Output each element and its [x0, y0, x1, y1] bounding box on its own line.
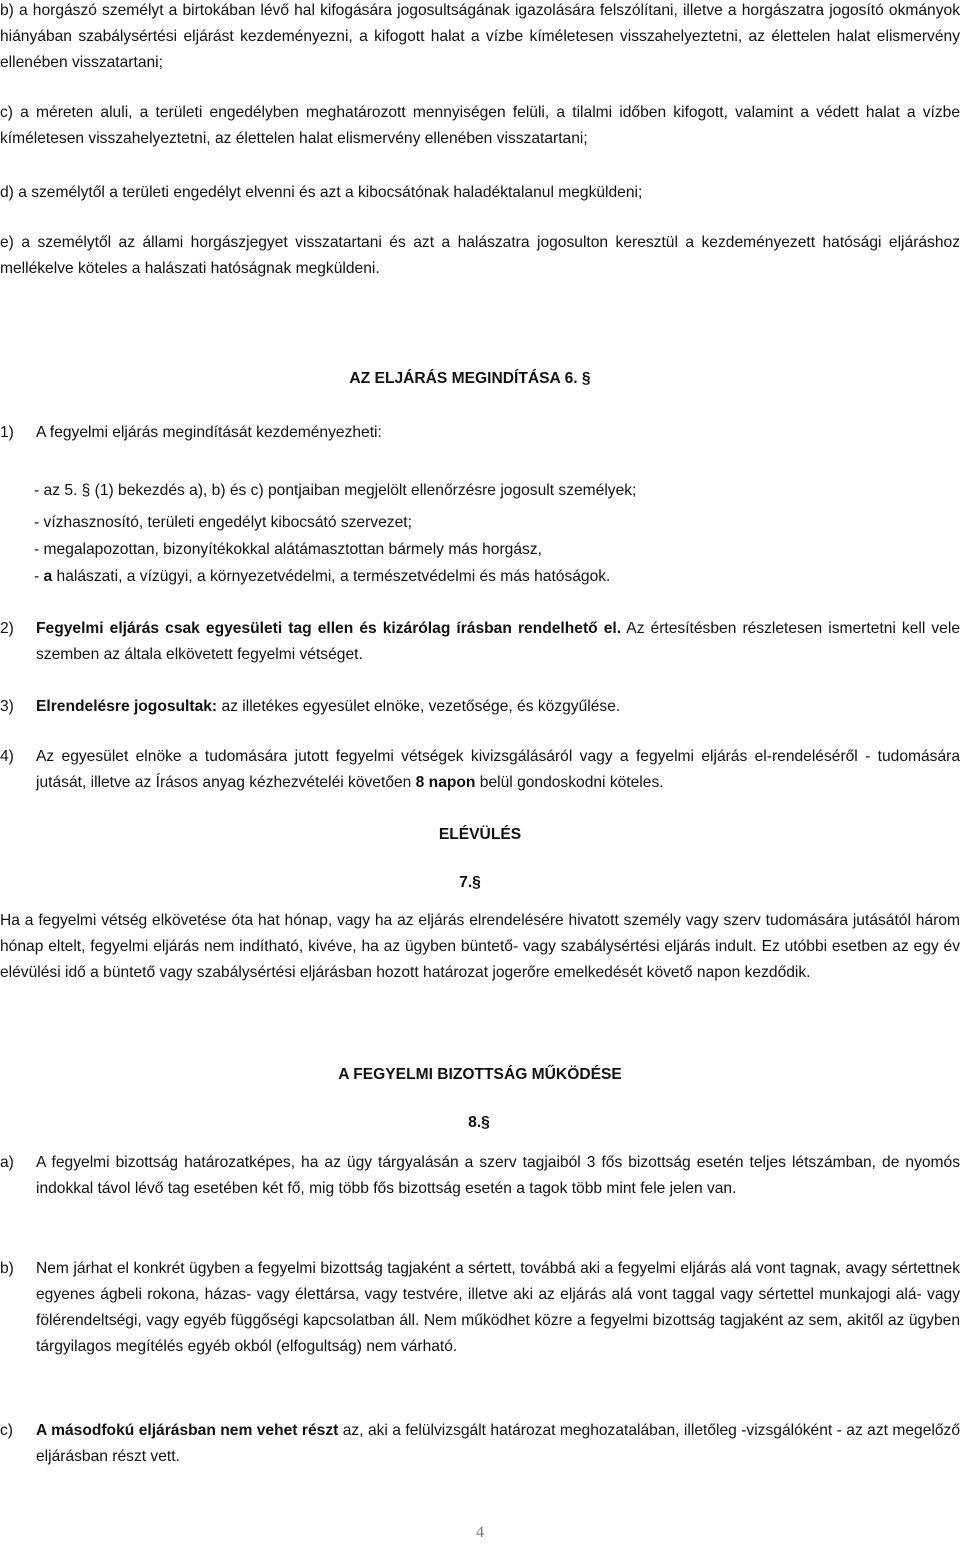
point-number: c) — [0, 1422, 13, 1439]
point-number: 1) — [0, 424, 14, 441]
page-number: 4 — [476, 1524, 484, 1541]
initiator-list-item: - az 5. § (1) bekezdés a), b) és c) pontjaiban megjelölt ellenőrzésre jogosult személyek; — [34, 482, 637, 499]
paragraph-b: b) a horgászó személyt a birtokában lévő hal kifogására jogosultságának igazolására felszólítani, illetve a horgászatra jogosító okmányok hiányában szabálysértési eljárást kezdeményezni, a kifogott halat a vízbe kíméletesen visszahelyeztetni, az élettelen halat elismervény ellenében visszatartani; — [0, 2, 960, 71]
section-8-heading: A FEGYELMI BIZOTTSÁG MŰKÖDÉSE — [338, 1066, 622, 1083]
point-number: 3) — [0, 698, 14, 715]
section-7-number: 7.§ — [459, 874, 481, 891]
point-text: Elrendelésre jogosultak: az illetékes egyesület elnöke, vezetősége, és közgyűlése. — [36, 698, 621, 715]
point-text: Az egyesület elnöke a tudomására jutott fegyelmi vétségek kivizsgálásáról vagy a fegyelmi eljárás el-rendeléséről - tudomására jutását, illetve az Írásos anyag kézhezvételéi követően 8 napon belül gondoskodni köteles. — [36, 748, 960, 791]
paragraph-c: c) a méreten aluli, a területi engedélyben meghatározott mennyiségen felüli, a tilalmi időben kifogott, valamint a védett halat a vízbe kíméletesen visszahelyeztetni, az élettelen halat elismervény ellenében visszatartani; — [0, 104, 960, 147]
point-number: 4) — [0, 748, 14, 765]
initiator-list-item: - a halászati, a vízügyi, a környezetvédelmi, a természetvédelmi és más hatóságok. — [34, 568, 611, 585]
initiator-list-item: - vízhasznosító, területi engedélyt kibocsátó szervezet; — [34, 514, 412, 531]
initiator-list-item: - megalapozottan, bizonyítékokkal alátámasztottan bármely más horgász, — [34, 541, 542, 558]
point-text: A fegyelmi bizottság határozatképes, ha az ügy tárgyalásán a szerv tagjaiból 3 fős bizottság esetén teljes létszámban, de nyomós indokkal távol lévő tag esetében két fő, mig több fős bizottság esetén a tagok több mint fele jelen van. — [36, 1154, 960, 1197]
point-text: A fegyelmi eljárás megindítását kezdeményezheti: — [36, 424, 382, 441]
section-6-heading: AZ ELJÁRÁS MEGINDÍTÁSA 6. § — [349, 370, 591, 387]
section-7-heading: ELÉVÜLÉS — [438, 826, 522, 843]
point-text: A másodfokú eljárásban nem vehet részt az, aki a felülvizsgált határozat meghozatalában, illetőleg -vizsgálóként - az azt megelőző eljárásban részt vett. — [36, 1422, 960, 1465]
point-number: b) — [0, 1260, 14, 1277]
paragraph-e: e) a személytől az állami horgászjegyet visszatartani és azt a halászatra jogosulton keresztül a kezdeményezett hatósági eljáráshoz mellékelve köteles a halászati hatóságnak megküldeni. — [0, 234, 960, 277]
section-8-number: 8.§ — [468, 1114, 490, 1131]
point-text: Nem járhat el konkrét ügyben a fegyelmi bizottság tagjaként a sértett, továbbá aki a fegyelmi eljárás alá vont tagnak, avagy sértettnek egyenes ágbeli rokona, házas- vagy élettársa, vagy testvére, illetve aki az eljárás alá vont taggal vagy sértettel munkajogi alá- vagy fölérendeltségi, vagy egyéb függőségi kapcsolatban áll. Nem működhet közre a fegyelmi bizottság tagjaként az sem, akitől az ügyben tárgyilagos megítélés egyéb okból (elfogultság) nem várható. — [36, 1260, 960, 1355]
section-7-text: Ha a fegyelmi vétség elkövetése óta hat hónap, vagy ha az eljárás elrendelésére hivatott személy vagy szerv tudomására jutásától három hónap eltelt, fegyelmi eljárás nem indítható, kivéve, ha az ügyben büntető- vagy szabálysértési eljárás indult. Ez utóbbi esetben az egy év elévülési idő a büntető vagy szabálysértési eljárásban hozott határozat jogerőre emelkedését követő napon kezdődik. — [0, 912, 960, 981]
point-number: 2) — [0, 620, 14, 637]
point-text: Fegyelmi eljárás csak egyesületi tag ellen és kizárólag írásban rendelhető el. Az értesítésben részletesen ismertetni kell vele szemben az általa elkövetett fegyelmi vétséget. — [36, 620, 960, 663]
point-number: a) — [0, 1154, 14, 1171]
paragraph-d: d) a személytől a területi engedélyt elvenni és azt a kibocsátónak haladéktalanul megküldeni; — [0, 184, 643, 201]
